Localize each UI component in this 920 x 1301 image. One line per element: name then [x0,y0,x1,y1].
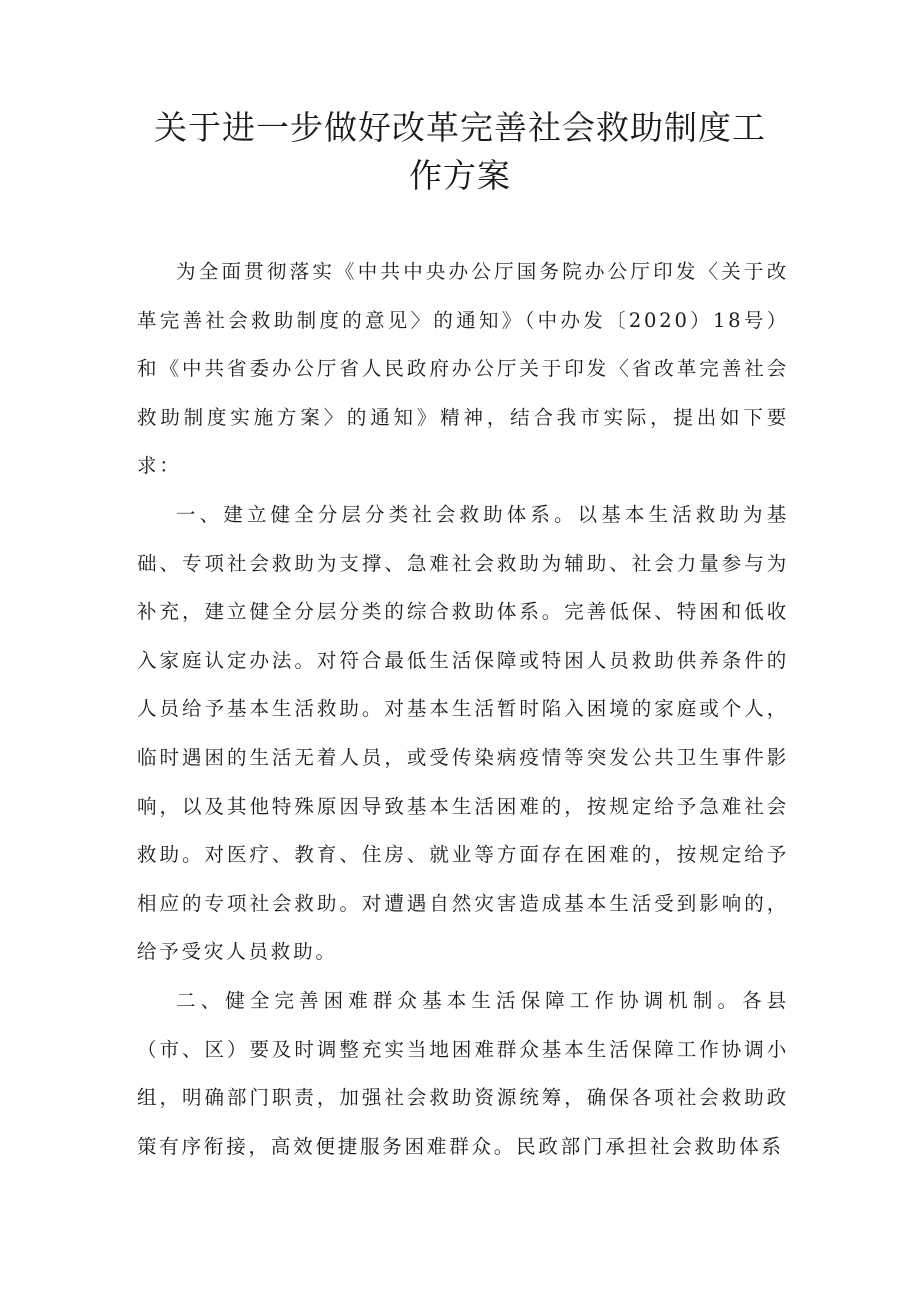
document-title [150,104,770,200]
document-body [137,248,789,1171]
section-one-paragraph: 一、建立健全分层分类社会救助体系。以基本生活救助为基础、专项社会救助为支撑、急难社会救助为辅助、社会力量参与为补充，建立健全分层分类的综合救助体系。完善低保、特困和低收入家庭认定办法。对符合最低生活保障或特困人员救助供养条件的人员给予基本生活救助。对基本生活暂时陷入困境的家庭或个人，临时遇困的生活无着人员，或受传染病疫情等突发公共卫生事件影响，以及其他特殊原因导致基本生活困难的，按规定给予急难社会救助。对医疗、教育、住房、就业等方面存在困难的，按规定给予相应的专项社会救助。对遭遇自然灾害造成基本生活受到影响的，给予受灾人员救助。 [137,502,789,964]
document-title-line-1: 关于进一步做好改革完善社会救助制度工 [154,108,766,147]
document-title-line-2: 作方案 [409,156,511,195]
intro-paragraph: 为全面贯彻落实《中共中央办公厅国务院办公厅印发〈关于改革完善社会救助制度的意见〉的通知》（中办发〔2020）18号）和《中共省委办公厅省人民政府办公厅关于印发〈省改革完善社会救助制度实施方案〉的通知》精神，结合我市实际，提出如下要求： [137,260,789,478]
section-two-paragraph: 二、健全完善困难群众基本生活保障工作协调机制。各县（市、区）要及时调整充实当地困难群众基本生活保障工作协调小组，明确部门职责，加强社会救助资源统筹，确保各项社会救助政策有序衔接，高效便捷服务困难群众。民政部门承担社会救助体系 [137,988,789,1158]
